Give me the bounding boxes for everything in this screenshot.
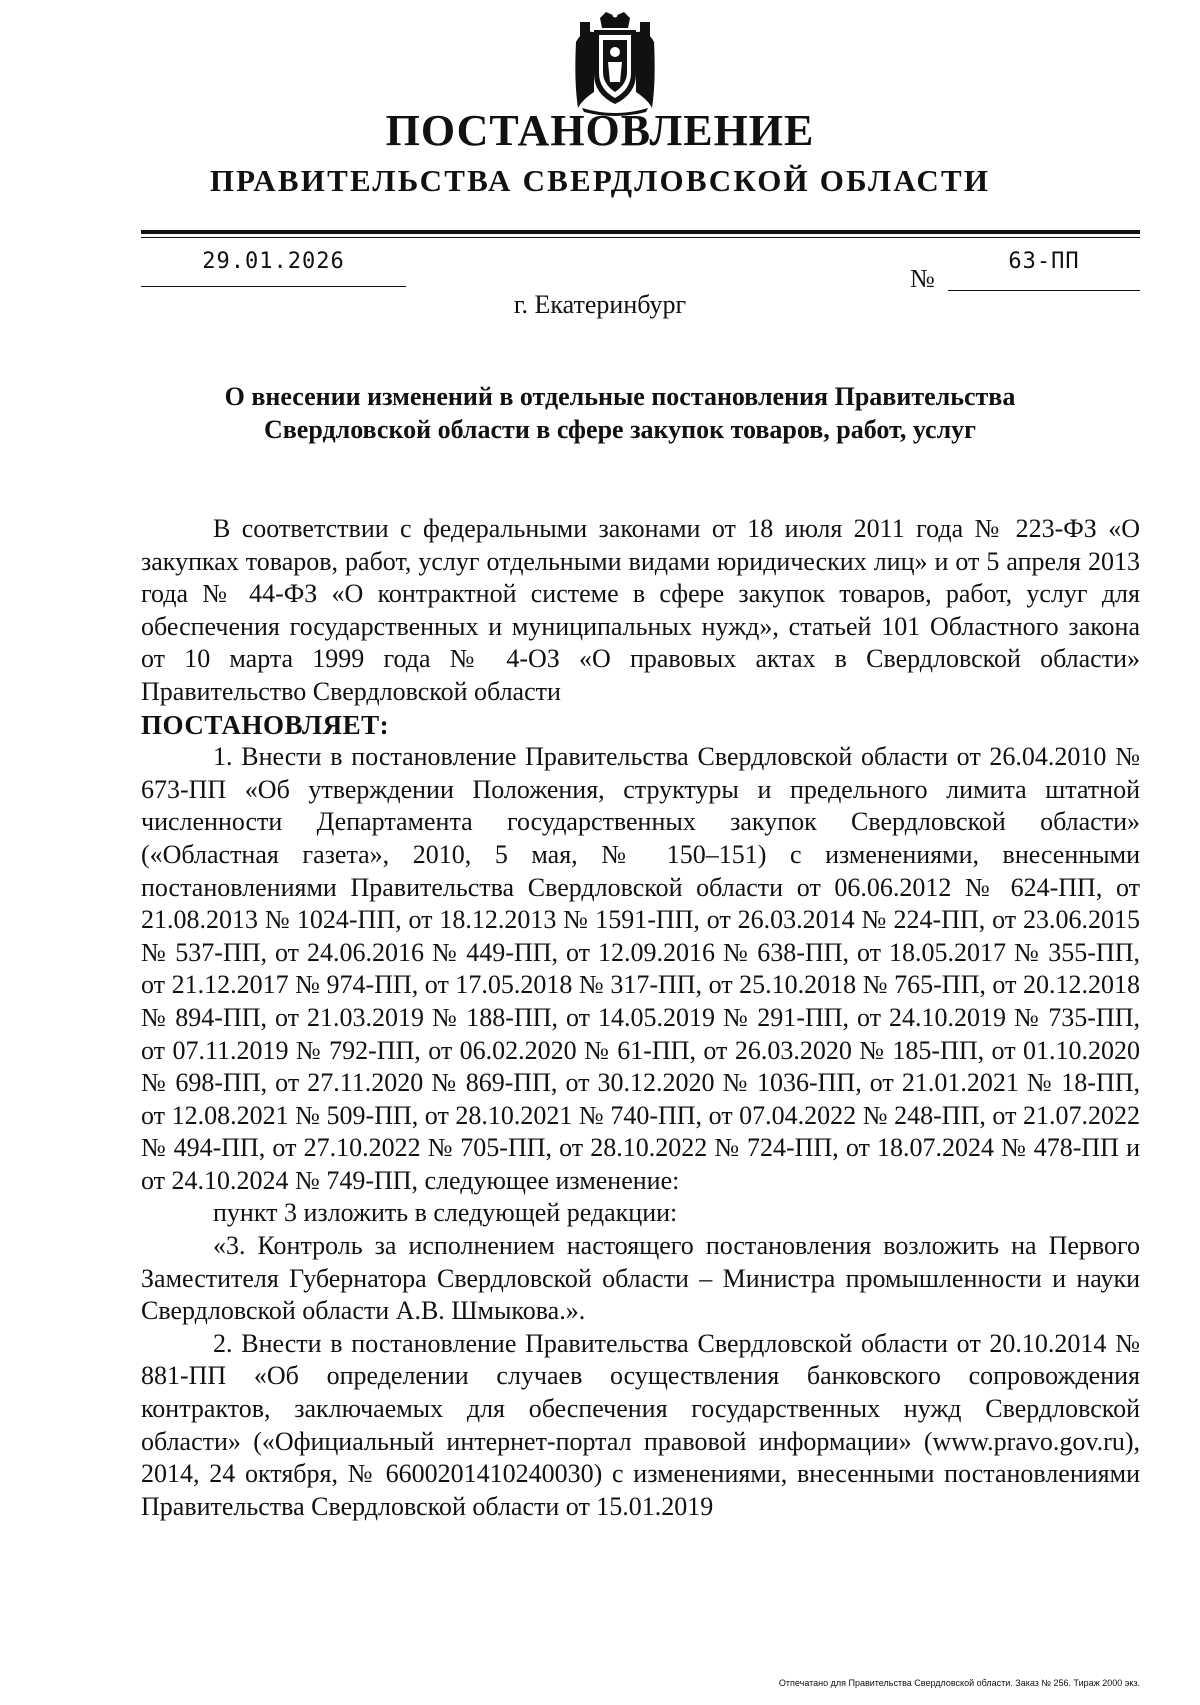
- document-date: 29.01.2026: [202, 249, 345, 274]
- header-divider-thin: [141, 237, 1140, 238]
- document-heading: О внесении изменений в отдельные постановления Правительства Свердловской области в сфере закупок товаров, работ, услуг: [224, 382, 1016, 444]
- item-2-paragraph: 2. Внести в постановление Правительства Свердловской области от 20.10.2014 № 881-ПП «Об определении случаев осуществления банковского сопровождения контрактов, заключаемых для обеспечения государственных нужд Свердловской области» («Официальный интернет-портал правовой информации» (www.pravo.gov.ru), 2014, 24 октября, № 6600201410240030) с изменениями, внесенными постановлениями Правительства Свердловской области от 15.01.2019: [141, 1328, 1140, 1521]
- decree-word: ПОСТАНОВЛЯЕТ:: [141, 709, 390, 740]
- document-type-title: ПОСТАНОВЛЕНИЕ: [385, 106, 815, 155]
- item-1-paragraph: 1. Внести в постановление Правительства Свердловской области от 26.04.2010 № 673-ПП «Об утверждении Положения, структуры и предельного лимита штатной численности Департамента государственных закупок Свердловской области» («Областная газета», 2010, 5 мая, № 150–151) с изменениями, внесенными постановлениями Правительства Свердловской области от 06.06.2012 № 624-ПП, от 21.08.2013 № 1024-ПП, от 18.12.2013 № 1591-ПП, от 26.03.2014 № 224-ПП, от 23.06.2015 № 537-ПП, от 24.06.2016 № 449-ПП, от 12.09.2016 № 638-ПП, от 18.05.2017 № 355-ПП, от 21.12.2017 № 974-ПП, от 17.05.2018 № 317-ПП, от 25.10.2018 № 765-ПП, от 20.12.2018 № 894-ПП, от 21.03.2019 № 188-ПП, от 14.05.2019 № 291-ПП, от 24.10.2019 № 735-ПП, от 07.11.2019 № 792-ПП, от 06.02.2020 № 61-ПП, от 26.03.2020 № 185-ПП, от 01.10.2020 № 698-ПП, от 27.11.2020 № 869-ПП, от 30.12.2020 № 1036-ПП, от 21.01.2021 № 18-ПП, от 12.08.2021 № 509-ПП, от 28.10.2021 № 740-ПП, от 07.04.2022 № 248-ПП, от 21.07.2022 № 494-ПП, от 27.10.2022 № 705-ПП, от 28.10.2022 № 724-ПП, от 18.07.2024 № 478-ПП и от 24.10.2024 № 749-ПП, следующее изменение:: [141, 742, 1140, 1195]
- coat-of-arms-icon: [572, 12, 658, 116]
- number-sign: №: [910, 264, 935, 293]
- header-divider-thick: [141, 230, 1140, 234]
- preamble-paragraph: В соответствии с федеральными законами от 18 июля 2011 года № 223-ФЗ «О закупках товаров, работ, услуг отдельными видами юридических лиц» и от 5 апреля 2013 года № 44-ФЗ «О контрактной системе в сфере закупок товаров, работ, услуг для обеспечения государственных и муниципальных нужд», статьей 101 Областного закона от 10 марта 1999 года № 4-ОЗ «О правовых актах в Свердловской области» Правительство Свердловской области: [141, 514, 1140, 706]
- city-name: г. Екатеринбург: [513, 290, 687, 319]
- document-body: [141, 513, 1140, 1523]
- date-underline: [141, 286, 406, 287]
- print-note: Отпечатано для Правительства Свердловской области. Заказ № 256. Тираж 2000 экз.: [778, 1678, 1140, 1688]
- document-number: 63-ПП: [1008, 249, 1080, 274]
- issuer-title: ПРАВИТЕЛЬСТВА СВЕРДЛОВСКОЙ ОБЛАСТИ: [209, 163, 991, 198]
- item-1-subparagraph: пункт 3 изложить в следующей редакции:: [213, 1198, 678, 1228]
- date-field: [141, 248, 406, 287]
- item-1-quote: «3. Контроль за исполнением настоящего постановления возложить на Первого Заместителя Губернатора Свердловской области – Министра промышленности и науки Свердловской области А.В. Шмыкова.».: [141, 1231, 1140, 1326]
- number-field: [948, 248, 1140, 291]
